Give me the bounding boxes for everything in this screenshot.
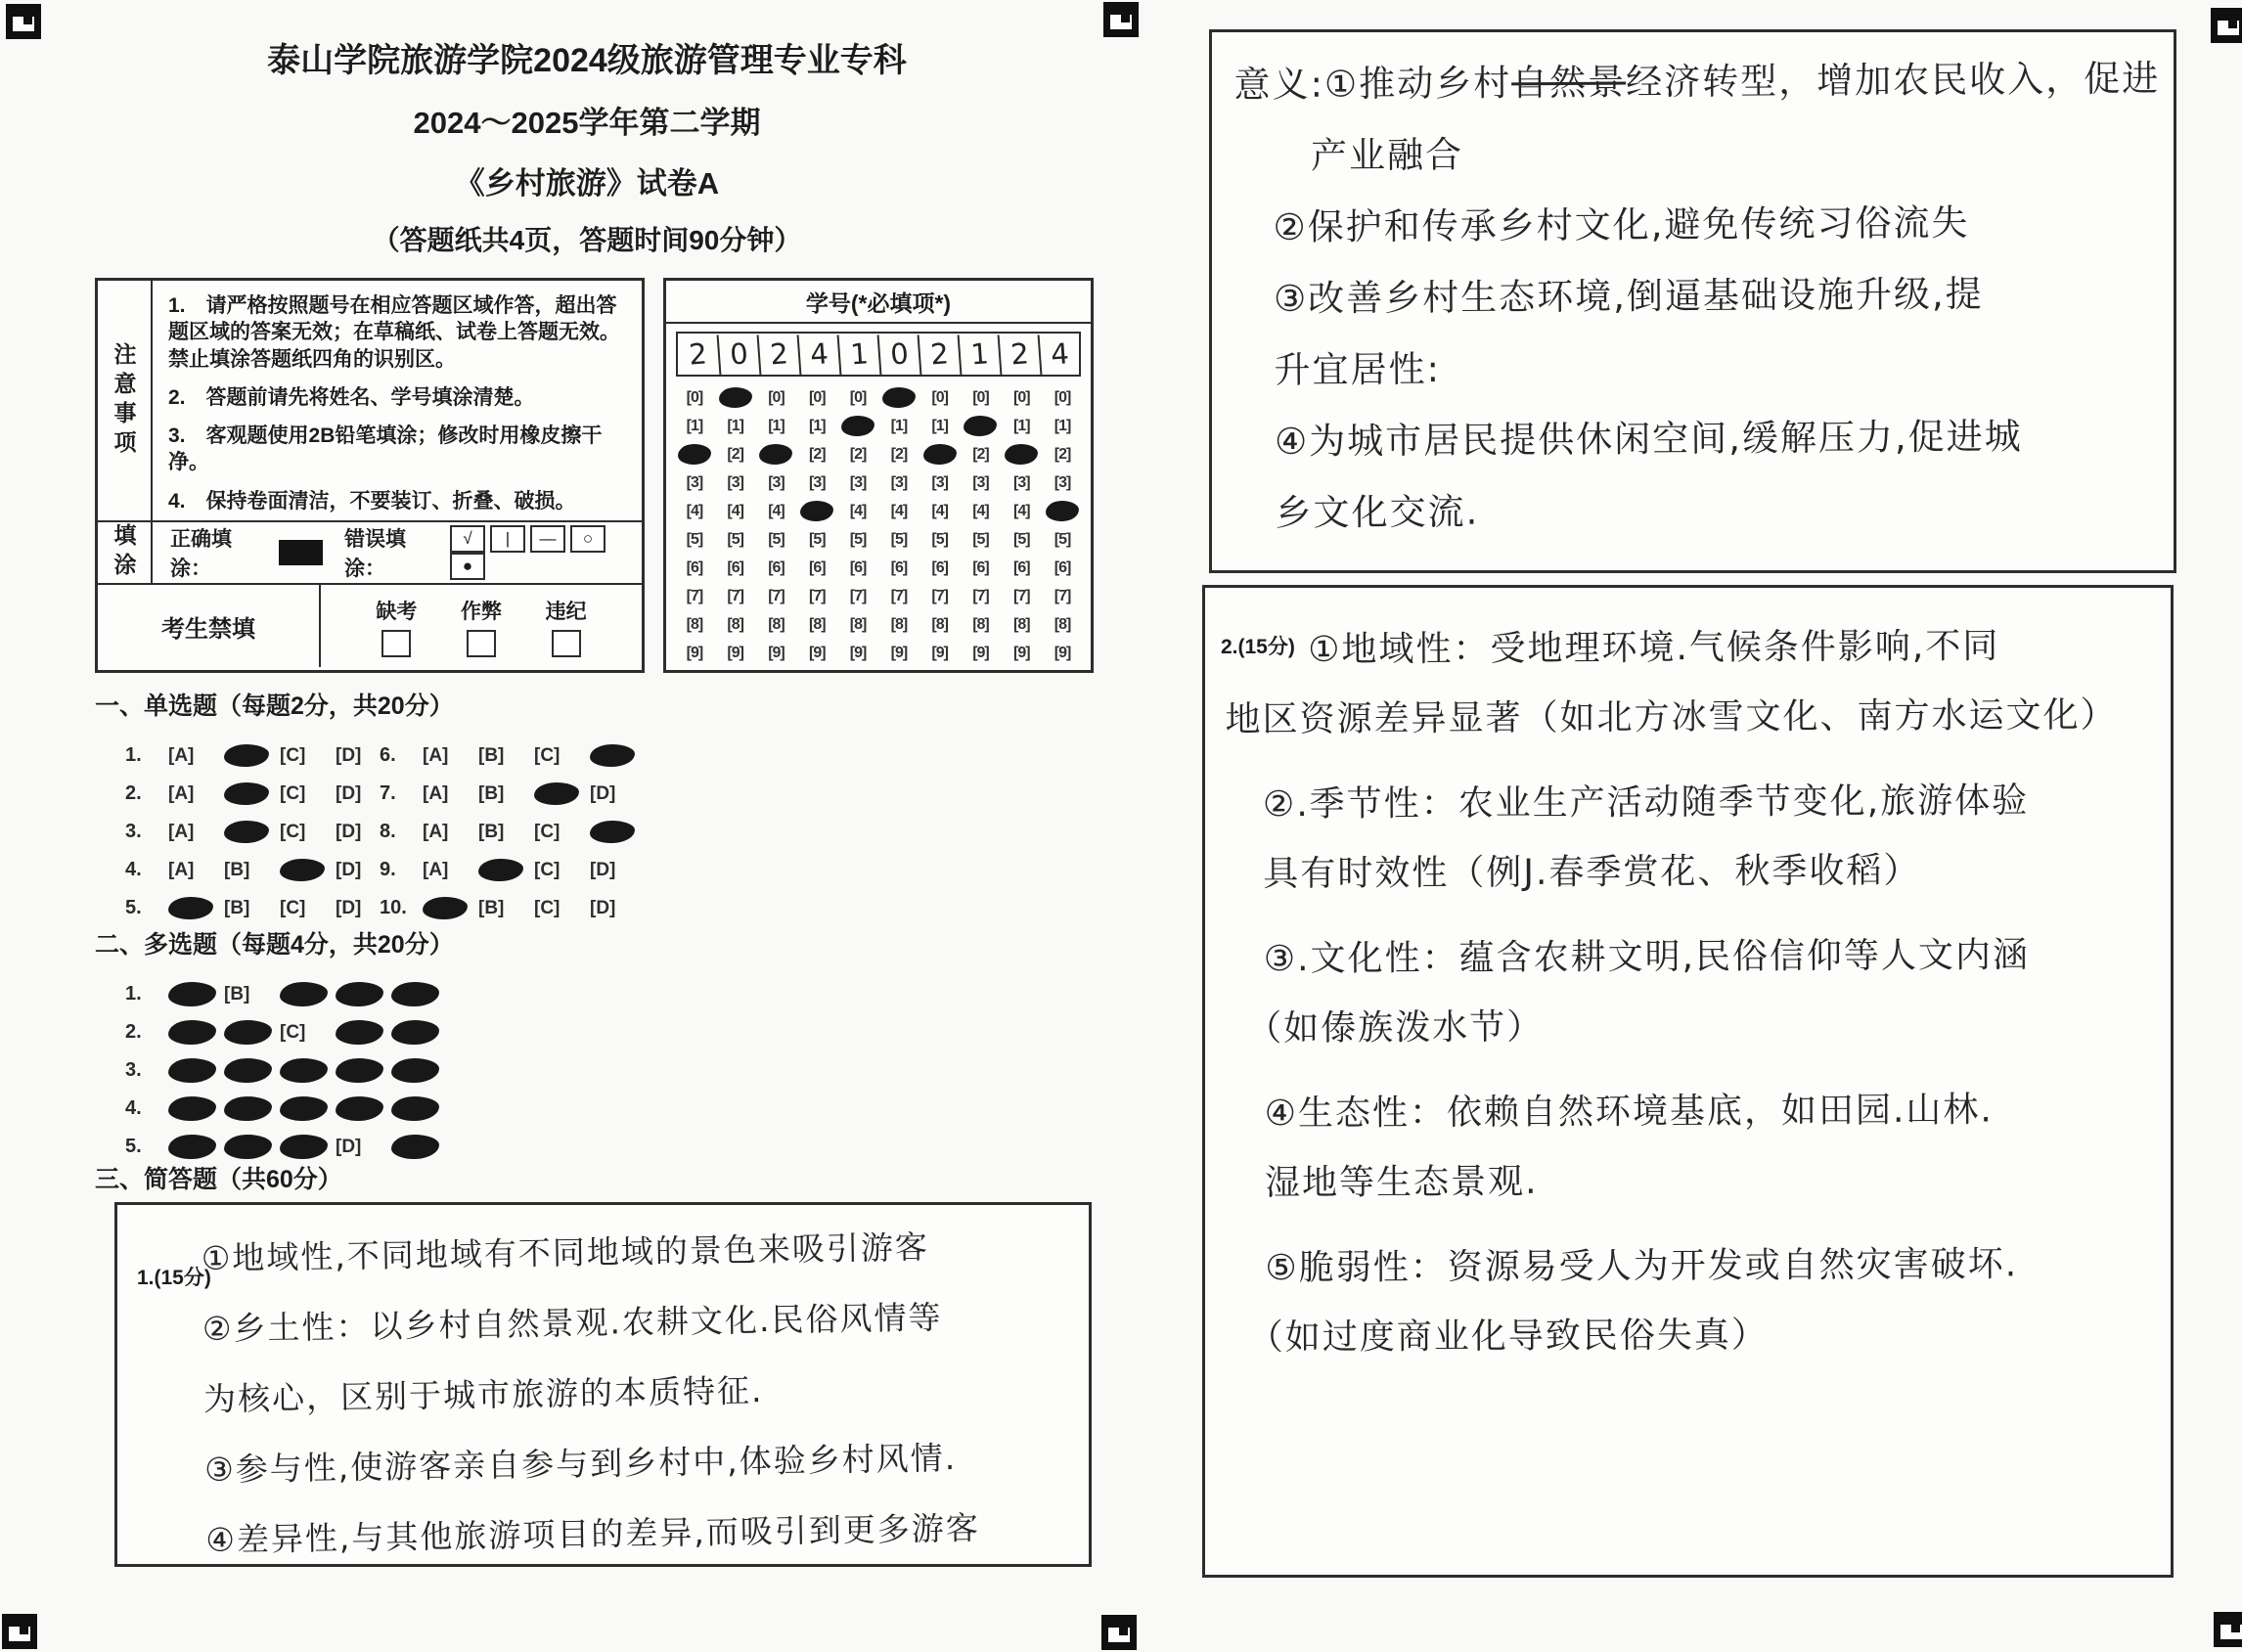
- handwriting-line: 为核心，区别于城市旅游的本质特征.: [202, 1371, 764, 1419]
- filled-bubble-mark: [882, 386, 917, 408]
- filled-bubble-mark: [718, 386, 752, 408]
- handwriting-line: ②.季节性：农业生产活动随季节变化,旅游体验: [1225, 781, 2030, 826]
- handwriting-line: ③改善乡村生态环境,倒逼基础设施升级,提: [1234, 272, 1984, 321]
- id-bubble-cell: [7]: [727, 587, 743, 604]
- id-bubble-cell: [2]: [809, 445, 826, 463]
- answer-row: [125, 1051, 447, 1090]
- filled-bubble-mark: [423, 896, 469, 920]
- wrong-fill-example-icon: √: [450, 525, 485, 553]
- question-number: 5.: [125, 897, 142, 918]
- question-number: 3.: [125, 821, 142, 842]
- filled-bubble-mark: [1005, 443, 1039, 465]
- id-bubble-cell: [8]: [768, 615, 785, 633]
- id-bubble-cell: [3]: [1013, 473, 1030, 491]
- answer-row: [125, 775, 391, 813]
- option-bubble: [C]: [280, 1021, 306, 1043]
- id-bubble-cell: [3]: [849, 473, 867, 491]
- answer-row: [125, 1090, 447, 1128]
- filled-bubble-mark: [800, 500, 834, 521]
- wrong-fill-example-icon: ●: [450, 553, 485, 580]
- single-choice-heading: 一、单选题（每题2分，共20分）: [95, 692, 454, 720]
- option-bubble: [D]: [336, 897, 362, 918]
- id-bubble-cell: [3]: [890, 473, 908, 491]
- registration-marker-icon: [1101, 1615, 1137, 1650]
- filled-bubble-mark: [280, 858, 326, 882]
- option-bubble: [C]: [280, 897, 306, 918]
- question-number: 1.: [125, 983, 142, 1005]
- notice-item: 4. 保持卷面清洁，不要装订、折叠、破损。: [168, 489, 576, 513]
- id-bubble-cell: [7]: [1013, 587, 1030, 604]
- correct-fill-example-icon: [279, 540, 323, 565]
- filled-bubble-mark: [168, 1095, 217, 1122]
- id-bubble-cell: [8]: [972, 615, 989, 633]
- id-bubble-cell: [3]: [972, 473, 989, 491]
- id-bubble-cell: [0]: [1013, 388, 1030, 406]
- id-bubble-cell: [9]: [686, 644, 703, 661]
- filled-bubble-mark: [1046, 500, 1080, 521]
- id-bubble-cell: [2]: [972, 445, 989, 463]
- id-bubble-cell: [7]: [686, 587, 703, 604]
- id-bubble-cell: [6]: [849, 558, 867, 576]
- answer-row: [125, 975, 447, 1013]
- id-bubble-cell: [6]: [768, 558, 785, 576]
- id-bubble-cell: [1001, 441, 1042, 468]
- id-bubble-cell: [9]: [849, 644, 867, 661]
- handwriting-line: ③.文化性：蕴含农耕文明,民俗信仰等人文内涵: [1226, 935, 2031, 980]
- filled-bubble-mark: [224, 820, 270, 844]
- option-bubble: [B]: [478, 897, 505, 918]
- handwriting-line: 地区资源差异显著（如北方冰雪文化、南方水运文化）: [1225, 694, 2118, 740]
- id-bubble-cell: [0]: [768, 388, 785, 406]
- option-bubble: [A]: [168, 744, 195, 766]
- filled-bubble-mark: [280, 1057, 329, 1084]
- student-id-bubble-grid: [666, 380, 1091, 670]
- option-bubble: [A]: [168, 859, 195, 880]
- option-bubble: [A]: [423, 859, 449, 880]
- registration-marker-icon: [1103, 2, 1139, 37]
- wrong-fill-examples: [445, 525, 642, 580]
- id-bubble-cell: [9]: [890, 644, 908, 661]
- id-bubble-cell: [919, 441, 961, 468]
- empty-checkbox: [381, 630, 411, 657]
- id-bubble-cell: [6]: [890, 558, 908, 576]
- id-bubble-cell: [0]: [972, 388, 989, 406]
- question-number: 2.: [125, 782, 142, 804]
- filled-bubble-mark: [336, 1019, 384, 1046]
- id-bubble-cell: [5]: [809, 530, 826, 548]
- id-bubble-cell: [8]: [849, 615, 867, 633]
- filled-bubble-mark: [280, 1134, 329, 1160]
- id-bubble-cell: [6]: [727, 558, 743, 576]
- filled-bubble-mark: [391, 981, 440, 1007]
- id-bubble-cell: [9]: [768, 644, 785, 661]
- filled-bubble-mark: [841, 415, 875, 436]
- option-bubble: [B]: [224, 859, 250, 880]
- continuation-handwritten-answer: [1233, 43, 2164, 550]
- id-bubble-cell: [4]: [1013, 502, 1030, 519]
- id-bubble-cell: [9]: [727, 644, 743, 661]
- q1-handwritten-answer: [201, 1210, 1082, 1576]
- id-bubble-cell: [6]: [809, 558, 826, 576]
- filled-bubble-mark: [391, 1134, 440, 1160]
- id-bubble-cell: [796, 498, 837, 524]
- id-bubble-cell: [9]: [809, 644, 826, 661]
- option-bubble: [A]: [423, 821, 449, 842]
- student-id-digit: 2: [918, 333, 961, 377]
- registration-marker-icon: [2214, 1612, 2242, 1647]
- exam-duration: （答题纸共4页，答题时间90分钟）: [372, 225, 802, 255]
- id-bubble-cell: [4]: [931, 502, 948, 519]
- option-bubble: [B]: [478, 782, 505, 804]
- id-bubble-cell: [0]: [1054, 388, 1071, 406]
- id-bubble-cell: [5]: [1054, 530, 1071, 548]
- registration-marker-icon: [2, 1614, 37, 1649]
- question-number: 4.: [125, 1097, 142, 1119]
- id-bubble-cell: [1]: [1013, 417, 1030, 434]
- id-bubble-cell: [2]: [727, 445, 743, 463]
- filled-bubble-mark: [590, 820, 636, 844]
- registration-marker-icon: [2211, 8, 2242, 43]
- registration-marker-icon: [6, 4, 41, 39]
- question-number: 1.: [125, 744, 142, 766]
- id-bubble-cell: [1042, 498, 1083, 524]
- question-number: 5.: [125, 1136, 142, 1157]
- filled-bubble-mark: [168, 981, 217, 1007]
- option-bubble: [C]: [280, 782, 306, 804]
- forbidden-checkbox-item: [546, 596, 587, 657]
- wrong-fill-example-icon: |: [490, 525, 525, 553]
- forbidden-checkbox-label: 作弊: [460, 600, 502, 623]
- id-bubble-cell: [961, 413, 1002, 439]
- handwriting-line: ②保护和传承乡村文化,避免传统习俗流失: [1234, 201, 1970, 249]
- filled-bubble-mark: [391, 1019, 440, 1046]
- option-bubble: [C]: [534, 897, 560, 918]
- id-bubble-cell: [3]: [768, 473, 785, 491]
- id-bubble-cell: [5]: [768, 530, 785, 548]
- handwriting-line: 乡文化交流.: [1236, 490, 1480, 535]
- option-bubble: [D]: [336, 859, 362, 880]
- id-bubble-cell: [3]: [727, 473, 743, 491]
- wrong-fill-example-icon: ○: [570, 525, 605, 553]
- id-bubble-cell: [3]: [931, 473, 948, 491]
- answer-box-q1: [114, 1202, 1092, 1567]
- id-bubble-cell: [5]: [727, 530, 743, 548]
- filled-bubble-mark: [168, 896, 214, 920]
- question-number: 4.: [125, 859, 142, 880]
- empty-checkbox: [552, 630, 581, 657]
- forbidden-checkbox-item: [376, 596, 417, 657]
- filled-bubble-mark: [336, 1057, 384, 1084]
- answer-row: [125, 851, 391, 889]
- student-id-digit: 0: [717, 333, 760, 377]
- option-bubble: [D]: [590, 859, 616, 880]
- notice-item: 3. 客观题使用2B铅笔填涂；修改时用橡皮擦干净。: [168, 424, 603, 474]
- id-bubble-cell: [1]: [768, 417, 785, 434]
- id-bubble-cell: [8]: [890, 615, 908, 633]
- question-number: 3.: [125, 1059, 142, 1081]
- empty-checkbox: [467, 630, 496, 657]
- single-choice-col1: [125, 737, 391, 927]
- id-bubble-cell: [9]: [972, 644, 989, 661]
- handwriting-line: （如过度商业化导致民俗失真）: [1228, 1315, 1769, 1359]
- handwriting-line: 意义:①推动乡村自然景经济转型，增加农民收入，促进: [1233, 57, 2161, 107]
- id-bubble-cell: [674, 441, 715, 468]
- option-bubble: [D]: [336, 1136, 362, 1157]
- option-bubble: [A]: [168, 782, 195, 804]
- student-id-title: 学号(*必填项*): [666, 281, 1091, 324]
- id-bubble-cell: [5]: [686, 530, 703, 548]
- student-id-digit: 0: [877, 333, 920, 377]
- answer-row: [380, 851, 646, 889]
- short-answer-heading: 三、简答题（共60分）: [95, 1166, 342, 1193]
- id-bubble-cell: [0]: [809, 388, 826, 406]
- notice-items: [153, 281, 642, 520]
- id-bubble-cell: [4]: [727, 502, 743, 519]
- option-bubble: [D]: [336, 744, 362, 766]
- filled-bubble-mark: [224, 1095, 273, 1122]
- option-bubble: [D]: [336, 821, 362, 842]
- examinee-forbidden-label: 考生禁填: [98, 585, 321, 667]
- handwriting-line: ①地域性：受地理环境.气候条件影响,不同: [1308, 626, 2000, 671]
- notice-side-label: 注意事项: [98, 281, 153, 520]
- option-bubble: [C]: [280, 821, 306, 842]
- notice-item: 1. 请严格按照题号在相应答题区域作答，超出答题区域的答案无效；在草稿纸、试卷上答题无效。禁止填涂答题纸四角的识别区。: [168, 294, 620, 371]
- question-number: 2.: [125, 1021, 142, 1043]
- answer-row: [380, 813, 646, 851]
- exam-title: 泰山学院旅游学院2024级旅游管理专业专科: [267, 42, 907, 79]
- id-bubble-cell: [715, 384, 756, 411]
- student-id-digit: 4: [1038, 333, 1081, 377]
- id-bubble-cell: [5]: [972, 530, 989, 548]
- forbidden-checkbox-label: 缺考: [376, 600, 418, 623]
- id-bubble-cell: [1]: [727, 417, 743, 434]
- option-bubble: [B]: [478, 744, 505, 766]
- question-number: 7.: [380, 782, 396, 804]
- student-id-handwritten-digits: [676, 332, 1081, 377]
- handwriting-line: ④生态性：依赖自然环境基底，如田园.山林.: [1227, 1090, 1994, 1135]
- wrong-fill-label: 错误填涂：: [344, 528, 407, 580]
- id-bubble-cell: [4]: [686, 502, 703, 519]
- option-bubble: [C]: [534, 859, 560, 880]
- id-bubble-cell: [9]: [931, 644, 948, 661]
- id-bubble-cell: [3]: [686, 473, 703, 491]
- filled-bubble-mark: [391, 1095, 440, 1122]
- option-bubble: [B]: [478, 821, 505, 842]
- handwriting-line: ⑤脆弱性：资源易受人为开发或自然灾害破坏.: [1228, 1244, 2019, 1289]
- notice-box: [95, 278, 645, 673]
- id-bubble-cell: [6]: [972, 558, 989, 576]
- id-bubble-cell: [0]: [849, 388, 867, 406]
- filled-bubble-mark: [224, 1134, 273, 1160]
- fill-examples: [153, 522, 642, 583]
- id-bubble-cell: [8]: [1054, 615, 1071, 633]
- id-bubble-cell: [0]: [686, 388, 703, 406]
- id-bubble-cell: [8]: [809, 615, 826, 633]
- option-bubble: [B]: [224, 897, 250, 918]
- id-bubble-cell: [1]: [809, 417, 826, 434]
- id-bubble-cell: [1]: [890, 417, 908, 434]
- multi-choice-col: [125, 975, 447, 1166]
- filled-bubble-mark: [534, 781, 580, 806]
- student-id-digit: 1: [837, 333, 880, 377]
- student-id-digit: 2: [757, 333, 800, 377]
- id-bubble-cell: [6]: [1054, 558, 1071, 576]
- filled-bubble-mark: [478, 858, 524, 882]
- id-bubble-cell: [1]: [1054, 417, 1071, 434]
- handwriting-line: ④差异性,与其他旅游项目的差异,而吸引到更多游客: [205, 1508, 981, 1560]
- student-id-digit: 2: [998, 333, 1041, 377]
- filled-bubble-mark: [168, 1134, 217, 1160]
- q2-label: 2.(15分): [1221, 636, 1295, 658]
- id-bubble-cell: [837, 413, 878, 439]
- answer-box-q2: [1202, 585, 2174, 1578]
- filled-bubble-mark: [168, 1019, 217, 1046]
- id-bubble-cell: [7]: [768, 587, 785, 604]
- option-bubble: [D]: [590, 782, 616, 804]
- student-id-digit: 2: [688, 336, 708, 372]
- option-bubble: [A]: [168, 821, 195, 842]
- id-bubble-cell: [4]: [849, 502, 867, 519]
- filled-bubble-mark: [280, 1095, 329, 1122]
- id-bubble-cell: [2]: [849, 445, 867, 463]
- answer-row: [125, 1013, 447, 1051]
- q2-handwritten-answer: [1225, 611, 2163, 1373]
- question-number: 9.: [380, 859, 396, 880]
- exam-paper-name: 《乡村旅游》试卷A: [454, 166, 720, 201]
- answer-row: [380, 775, 646, 813]
- id-bubble-cell: [7]: [972, 587, 989, 604]
- filled-bubble-mark: [224, 1057, 273, 1084]
- answer-row: [125, 737, 391, 775]
- id-bubble-cell: [7]: [849, 587, 867, 604]
- id-bubble-cell: [6]: [686, 558, 703, 576]
- id-bubble-cell: [5]: [890, 530, 908, 548]
- id-bubble-cell: [8]: [727, 615, 743, 633]
- filled-bubble-mark: [224, 781, 270, 806]
- answer-box-continuation: [1209, 29, 2176, 573]
- id-bubble-cell: [7]: [1054, 587, 1071, 604]
- forbidden-checkboxes: [321, 585, 642, 667]
- filled-bubble-mark: [590, 743, 636, 768]
- student-id-box: [663, 278, 1094, 673]
- handwriting-line: ②乡土性：以乡村自然景观.农耕文化.民俗风情等: [202, 1298, 943, 1349]
- id-bubble-cell: [5]: [931, 530, 948, 548]
- id-bubble-cell: [9]: [1054, 644, 1071, 661]
- forbidden-checkbox-label: 违纪: [545, 600, 587, 623]
- id-bubble-cell: [4]: [890, 502, 908, 519]
- handwriting-line: 产业融合: [1233, 133, 1464, 178]
- id-bubble-cell: [8]: [686, 615, 703, 633]
- question-number: 10.: [380, 897, 407, 918]
- question-number: 8.: [380, 821, 396, 842]
- answer-row: [125, 889, 391, 927]
- handwriting-line: ③参与性,使游客亲自参与到乡村中,体验乡村风情.: [203, 1438, 958, 1490]
- id-bubble-cell: [2]: [890, 445, 908, 463]
- answer-row: [125, 813, 391, 851]
- id-bubble-cell: [3]: [809, 473, 826, 491]
- answer-row: [380, 737, 646, 775]
- id-bubble-cell: [1]: [931, 417, 948, 434]
- id-bubble-cell: [2]: [1054, 445, 1071, 463]
- id-bubble-cell: [8]: [931, 615, 948, 633]
- filled-bubble-mark: [280, 981, 329, 1007]
- handwriting-line: ①地域性,不同地域有不同地域的景色来吸引游客: [201, 1228, 930, 1278]
- option-bubble: [B]: [224, 983, 250, 1005]
- student-id-digit: 1: [958, 333, 1001, 377]
- id-bubble-cell: [878, 384, 919, 411]
- forbidden-checkbox-item: [461, 596, 502, 657]
- filled-bubble-mark: [678, 443, 712, 465]
- fill-side-label: 填涂: [98, 522, 153, 583]
- exam-title-block: [78, 33, 1096, 258]
- correct-fill-label: 正确填涂：: [170, 528, 232, 580]
- id-bubble-cell: [4]: [768, 502, 785, 519]
- filled-bubble-mark: [224, 743, 270, 768]
- filled-bubble-mark: [922, 443, 957, 465]
- filled-bubble-mark: [224, 1019, 273, 1046]
- answer-row: [380, 889, 646, 927]
- filled-bubble-mark: [759, 443, 793, 465]
- id-bubble-cell: [6]: [1013, 558, 1030, 576]
- option-bubble: [A]: [423, 782, 449, 804]
- id-bubble-cell: [7]: [890, 587, 908, 604]
- option-bubble: [A]: [423, 744, 449, 766]
- wrong-fill-example-icon: —: [530, 525, 565, 553]
- handwriting-line: 湿地等生态景观.: [1227, 1161, 1539, 1204]
- filled-bubble-mark: [168, 1057, 217, 1084]
- id-bubble-cell: [1]: [686, 417, 703, 434]
- id-bubble-cell: [7]: [809, 587, 826, 604]
- id-bubble-cell: [6]: [931, 558, 948, 576]
- handwriting-line: 具有时效性（例J.春季赏花、秋季收稻）: [1226, 850, 1921, 895]
- id-bubble-cell: [9]: [1013, 644, 1030, 661]
- filled-bubble-mark: [391, 1057, 440, 1084]
- id-bubble-cell: [5]: [1013, 530, 1030, 548]
- question-number: 6.: [380, 744, 396, 766]
- student-id-digit: 4: [797, 333, 840, 377]
- id-bubble-cell: [756, 441, 797, 468]
- option-bubble: [C]: [534, 821, 560, 842]
- single-choice-col2: [380, 737, 646, 927]
- id-bubble-cell: [3]: [1054, 473, 1071, 491]
- option-bubble: [C]: [280, 744, 306, 766]
- id-bubble-cell: [0]: [931, 388, 948, 406]
- option-bubble: [D]: [590, 897, 616, 918]
- option-bubble: [D]: [336, 782, 362, 804]
- notice-item: 2. 答题前请先将姓名、学号填涂清楚。: [168, 385, 535, 409]
- handwriting-line: （如傣族泼水节）: [1227, 1006, 1545, 1049]
- option-bubble: [C]: [534, 744, 560, 766]
- id-bubble-cell: [4]: [972, 502, 989, 519]
- multi-choice-heading: 二、多选题（每题4分，共20分）: [95, 931, 454, 959]
- id-bubble-cell: [5]: [849, 530, 867, 548]
- filled-bubble-mark: [336, 1095, 384, 1122]
- id-bubble-cell: [8]: [1013, 615, 1030, 633]
- filled-bubble-mark: [964, 415, 998, 436]
- id-bubble-cell: [7]: [931, 587, 948, 604]
- exam-semester: 2024～2025学年第二学期: [413, 106, 761, 140]
- q1-label: 1.(15分): [137, 1267, 211, 1289]
- filled-bubble-mark: [336, 981, 384, 1007]
- handwriting-line: ④为城市居民提供休闲空间,缓解压力,促进城: [1235, 415, 2023, 464]
- handwriting-line: 升宜居性:: [1235, 347, 1442, 392]
